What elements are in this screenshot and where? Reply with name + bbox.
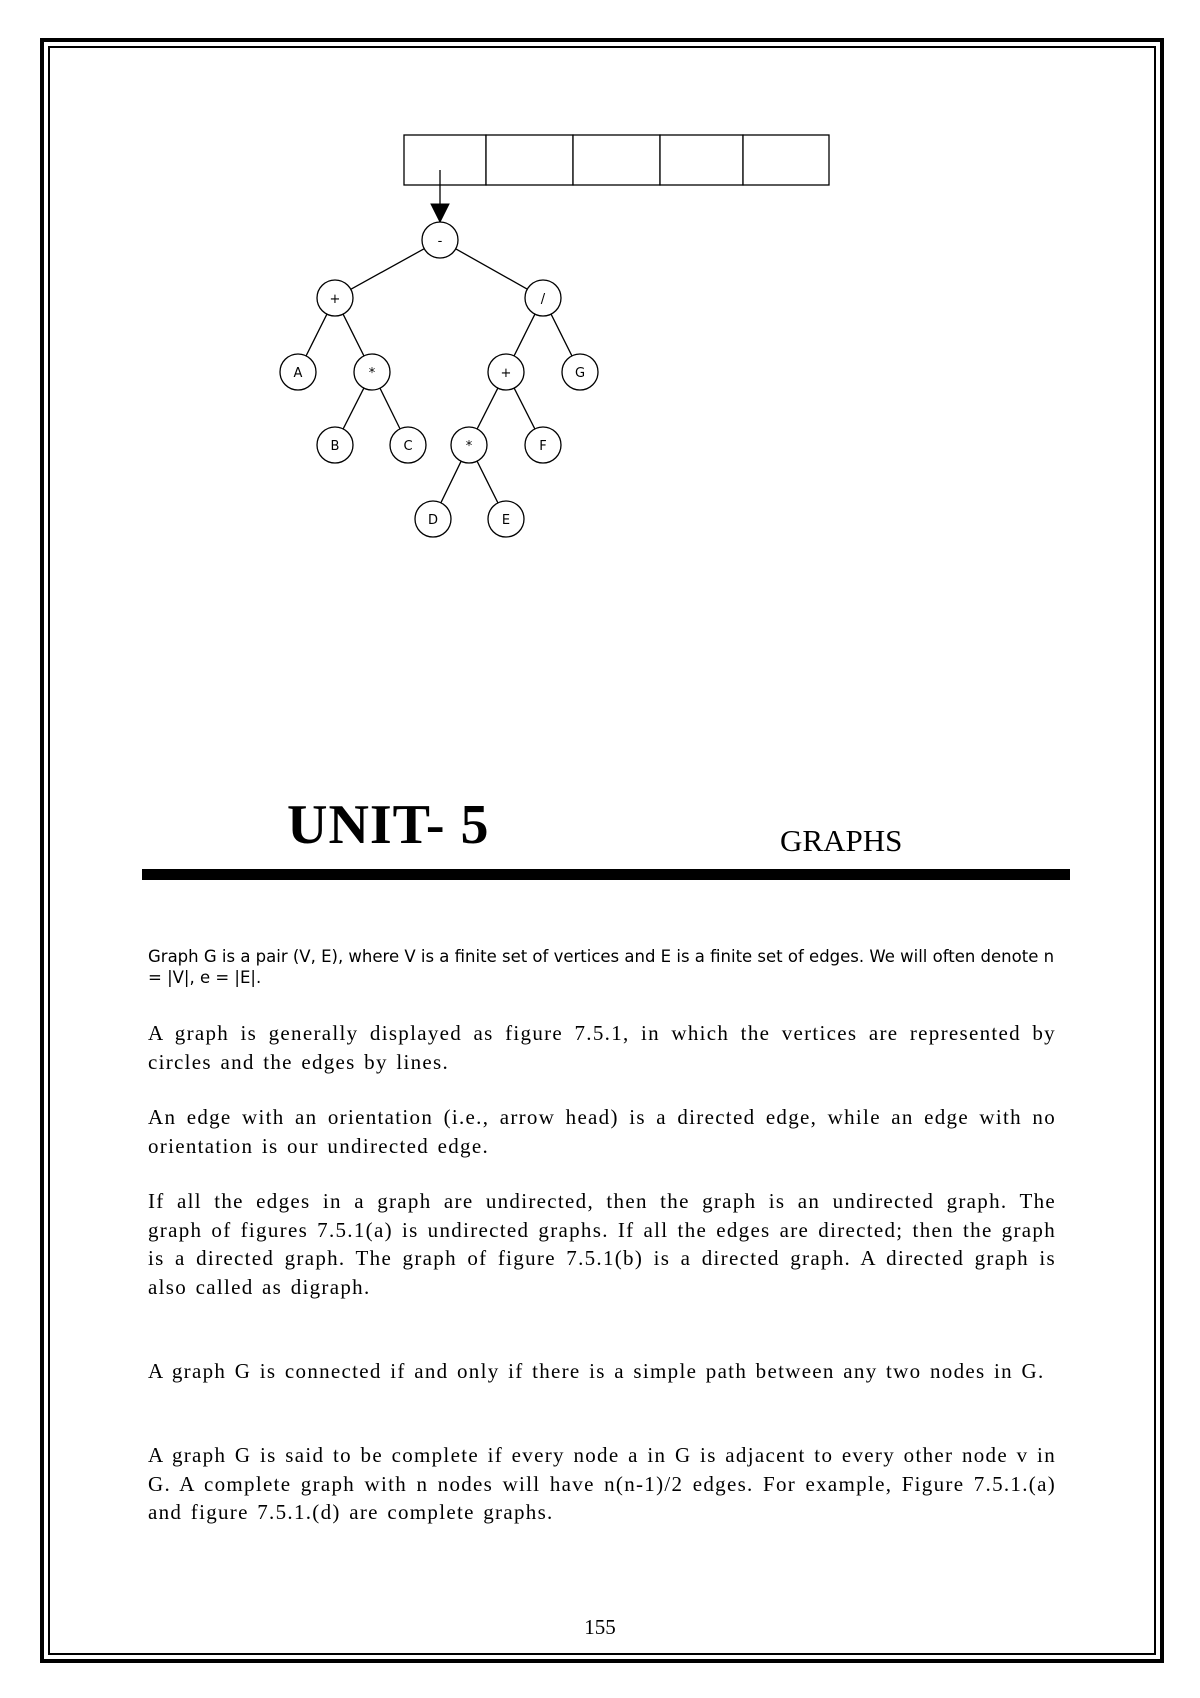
array-cell	[743, 135, 829, 185]
tree-node	[317, 280, 353, 316]
stack-array	[404, 135, 829, 185]
tree-node	[317, 427, 353, 463]
paragraph: An edge with an orientation (i.e., arrow head) is a directed edge, while an edge with no orientation is our undirected edge.	[148, 1105, 1056, 1158]
tree-node	[525, 427, 561, 463]
tree-node	[488, 354, 524, 390]
tree-edge	[441, 461, 461, 503]
paragraph: A graph G is connected if and only if there is a simple path between any two nodes in G.	[148, 1359, 1045, 1383]
tree-node-label: /	[540, 292, 546, 307]
tree-node-label: -	[437, 234, 443, 249]
tree-node-label: +	[329, 292, 341, 307]
tree-node	[451, 427, 487, 463]
tree-node	[390, 427, 426, 463]
tree-node	[422, 222, 458, 258]
tree-node-label: B	[330, 439, 340, 454]
tree-edge	[343, 388, 364, 429]
tree-edge	[477, 461, 498, 503]
graph-definition: Graph G is a pair (V, E), where V is a finite set of vertices and E is a finite set of edges. We will often denote n = |V|, e = |E|.	[148, 947, 1055, 987]
paragraph: If all the edges in a graph are undirected, then the graph is an undirected graph. The graph of figures 7.5.1(a) is undirected graphs. If all the edges are directed; then the graph is a directed graph. The graph of figure 7.5.1(b) is a directed graph. A directed graph is also called as digraph.	[148, 1189, 1056, 1299]
array-cell	[573, 135, 660, 185]
tree-edge	[477, 388, 498, 429]
tree-node-label: *	[368, 366, 376, 381]
array-cell	[486, 135, 573, 185]
array-cell	[404, 135, 486, 185]
tree-edge	[514, 314, 535, 356]
paragraph: A graph is generally displayed as figure 7.5.1, in which the vertices are represented by circles and the edges by lines.	[148, 1021, 1056, 1074]
heading-rule	[142, 869, 1070, 880]
unit-heading: UNIT- 5	[287, 794, 490, 856]
tree-node-label: +	[500, 366, 512, 381]
array-cell	[660, 135, 743, 185]
chapter-title: GRAPHS	[780, 823, 903, 858]
tree-node-label: E	[501, 513, 511, 528]
tree-edge	[306, 314, 327, 356]
tree-node-label: F	[539, 439, 547, 454]
expression-tree-figure	[0, 0, 1200, 560]
page-number: 155	[584, 1615, 616, 1639]
tree-node	[562, 354, 598, 390]
tree-node-label: *	[465, 439, 473, 454]
tree-edge	[380, 388, 400, 429]
tree-edge	[343, 314, 364, 356]
tree-node	[488, 501, 524, 537]
tree-edge	[456, 249, 528, 289]
tree-edge	[551, 314, 572, 356]
tree-node	[354, 354, 390, 390]
tree-node-label: A	[293, 366, 303, 381]
paragraph: A graph G is said to be complete if every node a in G is adjacent to every other node v in G. A complete graph with n nodes will have n(n-1)/2 edges. For example, Figure 7.5.1.(a) and figure 7.5.1.(d) are complete graphs.	[148, 1443, 1056, 1524]
tree-node-label: C	[403, 439, 413, 454]
tree-node-label: G	[574, 366, 586, 381]
tree-node-label: D	[427, 513, 439, 528]
tree-node	[280, 354, 316, 390]
tree-edge	[351, 249, 424, 290]
tree-node	[525, 280, 561, 316]
tree-nodes	[280, 222, 598, 537]
tree-node	[415, 501, 451, 537]
tree-edge	[514, 388, 535, 429]
